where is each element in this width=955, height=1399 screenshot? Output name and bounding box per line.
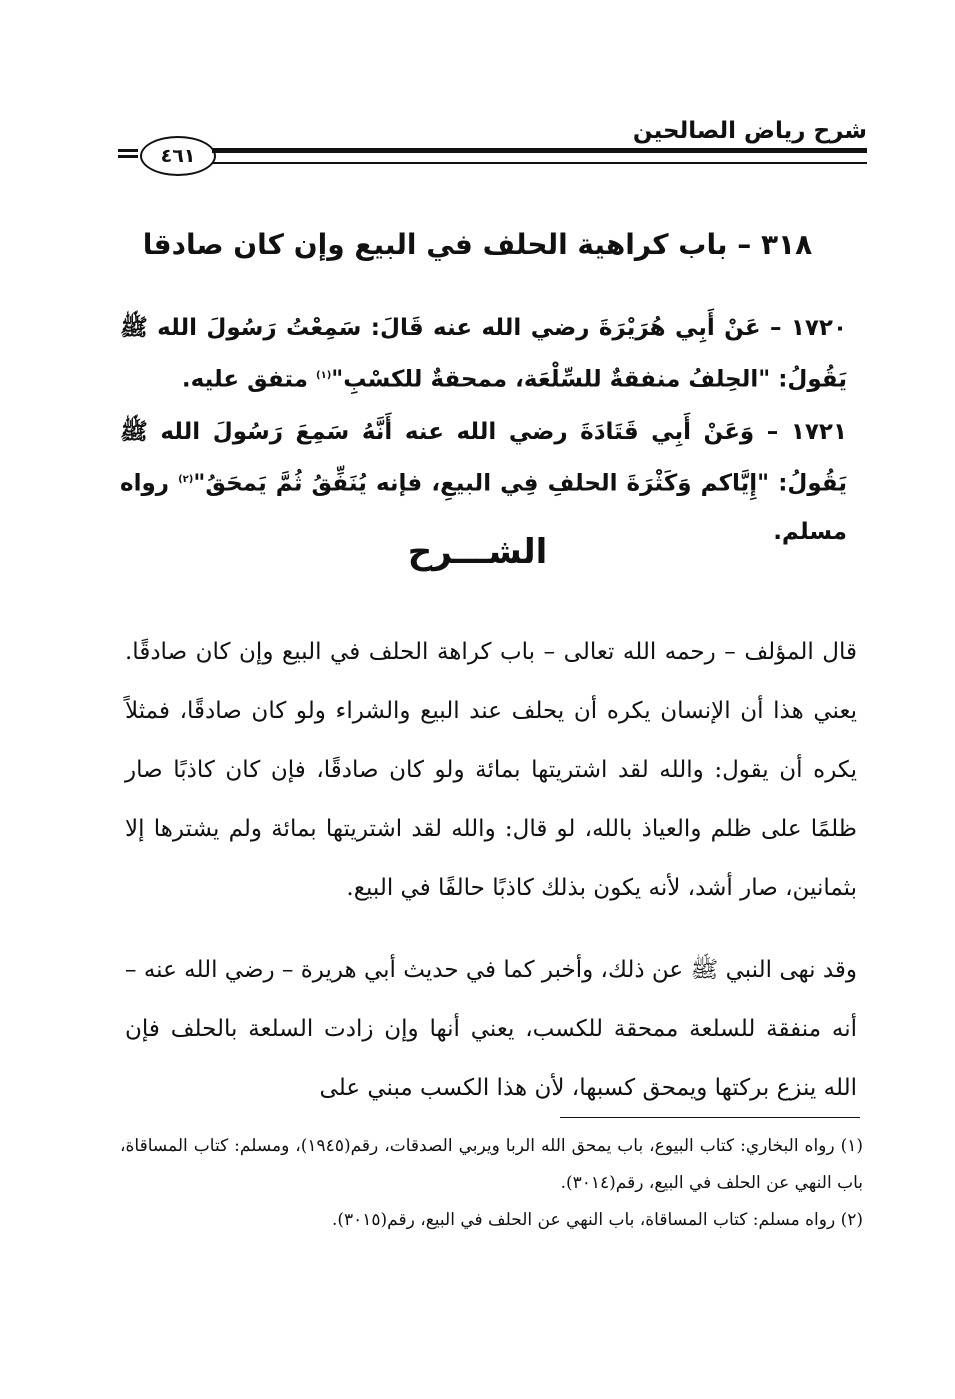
running-header: شرح رياض الصالحين	[632, 118, 867, 144]
footnote-1: (١) رواه البخاري: كتاب البيوع، باب يمحق الله الربا ويربي الصدقات، رقم(١٩٤٥)، ومسلم: كتاب المساقاة، باب النهي عن الحلف في البيع، رقم(٣٠١٤).	[120, 1136, 863, 1193]
footnotes	[120, 1128, 863, 1239]
hadith-text: ١٧٢٠ – عَنْ أَبِي هُرَيْرَةَ رضي الله عنه قَالَ: سَمِعْتُ رَسُولَ الله ﷺ يَقُولُ: "الحِلفُ منفقةٌ للسِّلْعَة، ممحقةٌ للكسْبِ"	[120, 315, 847, 393]
footnote-2: (٢) رواه مسلم: كتاب المساقاة، باب النهي عن الحلف في البيع، رقم(٣٠١٥).	[331, 1210, 863, 1230]
hadith-text: ١٧٢١ – وَعَنْ أَبِي قَتَادَةَ رضي الله عنه أَنَّهُ سَمِعَ رَسُولَ الله ﷺ يَقُولُ: "إِيَّاكم وَكَثْرَةَ الحلفِ فِي البيعِ، فإنه يُنَفِّقُ ثُمَّ يَمحَقُ"	[120, 419, 847, 497]
footnote-separator	[560, 1117, 860, 1118]
footnote-ref: (٢)	[178, 474, 194, 485]
chapter-title: ٣١٨ – باب كراهية الحلف في البيع وإن كان صادقا	[142, 228, 813, 261]
commentary-paragraph: وقد نهى النبي ﷺ عن ذلك، وأخبر كما في حديث أبي هريرة – رضي الله عنه – أنه منفقة للسلعة ممحقة للكسب، يعني أنها وإن زادت السلعة بالحلف فإن الله ينزع بركتها ويمحق كسبها، لأن هذا الكسب مبني على	[125, 957, 857, 1101]
hadith-source: متفق عليه.	[181, 366, 317, 393]
hadith-source: رواه مسلم.	[120, 470, 847, 545]
header-rule	[212, 148, 867, 164]
hadith-1720	[120, 304, 847, 404]
footnote-ref: (١)	[316, 370, 332, 381]
commentary-heading: الشـــرح	[407, 532, 548, 572]
page-number-ornament	[118, 149, 138, 161]
page-number: ٤٦١	[140, 136, 216, 176]
commentary-paragraph: قال المؤلف – رحمه الله تعالى – باب كراهة الحلف في البيع وإن كان صادقًا. يعني هذا أن الإنسان يكره أن يحلف عند البيع والشراء ولو كان صادقًا، فمثلاً يكره أن يقول: والله لقد اشتريتها بمائة ولو كان صادقًا، فإن كان كاذبًا صار ظلمًا على ظلم والعياذ بالله، لو قال: والله لقد اشتريتها بمائة ولم يشترها إلا بثمانين، صار أشد، لأنه يكون بذلك كاذبًا حالفًا في البيع.	[125, 639, 857, 901]
